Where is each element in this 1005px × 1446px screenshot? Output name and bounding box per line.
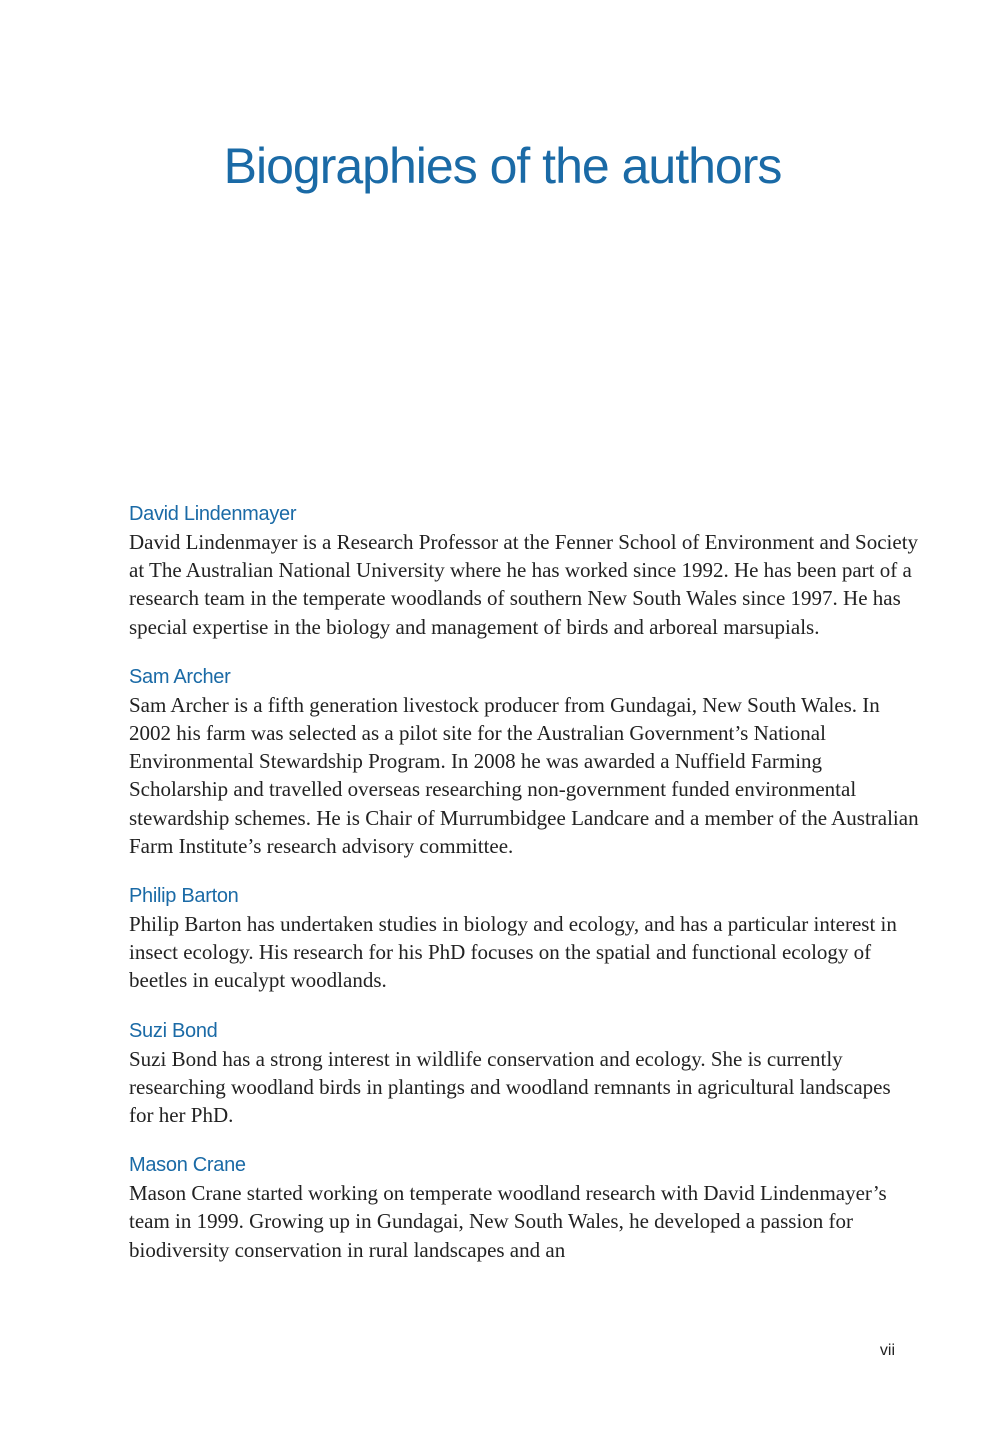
bio-text: Mason Crane started working on temperate woodland research with David Lindenmayer’s team in 1999. Growing up in Gundagai, New South Wales, he developed a passion for biodiversity conservation in rural landscapes and an: [129, 1181, 887, 1262]
bio-name: Philip Barton: [129, 885, 239, 908]
bio-name: Suzi Bond: [129, 1019, 218, 1042]
page-title: Biographies of the authors: [223, 138, 782, 194]
bio-suzi-bond: [129, 1017, 919, 1130]
bio-name: Sam Archer: [129, 665, 231, 688]
bio-philip-barton: [129, 882, 919, 995]
bio-sam-archer: [129, 663, 919, 860]
bio-text: David Lindenmayer is a Research Professor at the Fenner School of Environment and Society at The Australian National University where he has worked since 1992. He has been part of a research team in the temperate woodlands of southern New South Wales since 1997. He has special expertise in the biology and management of birds and arboreal marsupials.: [129, 530, 919, 639]
bio-name: David Lindenmayer: [129, 503, 297, 525]
author-biographies: [129, 500, 919, 1286]
bio-text: Suzi Bond has a strong interest in wildlife conservation and ecology. She is currently researching woodland birds in plantings and woodland remnants in agricultural landscapes for her PhD.: [129, 1046, 891, 1128]
page-number: vii: [879, 1342, 895, 1359]
bio-name: Mason Crane: [129, 1154, 246, 1177]
bio-mason-crane: [129, 1151, 919, 1264]
bio-david-lindenmayer: [129, 500, 919, 641]
bio-text: Sam Archer is a fifth generation livestock producer from Gundagai, New South Wales. In 2002 his farm was selected as a pilot site for the Australian Government’s National Environmental Stewardship Program. In 2008 he was awarded a Nuffield Farming Scholarship and travelled overseas researching non-government funded environmental stewardship schemes. He is Chair of Murrumbidgee Landcare and a member of the Australian Farm Institute’s research advisory committee.: [129, 692, 919, 858]
bio-text: Philip Barton has undertaken studies in biology and ecology, and has a particular interest in insect ecology. His research for his PhD focuses on the spatial and functional ecology of beetles in eucalypt woodlands.: [129, 912, 897, 993]
